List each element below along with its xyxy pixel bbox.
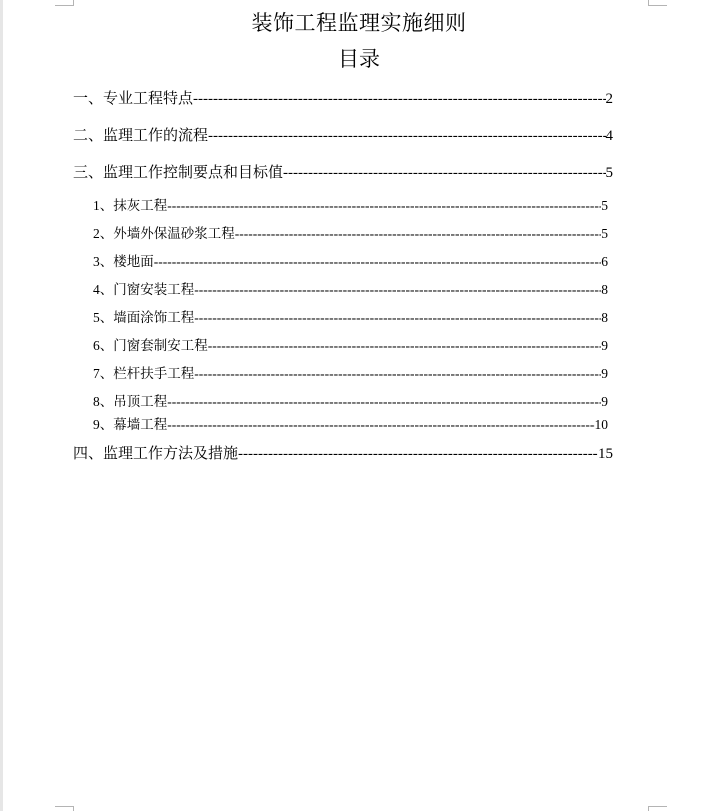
crop-mark-top-right	[648, 0, 667, 6]
toc-entry-page: 9	[601, 338, 608, 353]
toc-entry-subsection-2[interactable]	[93, 224, 608, 244]
toc-entry-label: 门窗安装工程	[113, 282, 195, 297]
toc-entry-subsection-5[interactable]	[93, 308, 608, 328]
toc-entry-page: 5	[605, 165, 613, 181]
toc-entry-label: 栏杆扶手工程	[113, 366, 195, 381]
toc-entry-label: 吊顶工程	[113, 394, 168, 409]
document-title: 装饰工程监理实施细则	[251, 11, 467, 35]
toc-entry-label: 抹灰工程	[113, 198, 168, 213]
toc-entry-label: 监理工作控制要点和目标值	[103, 165, 284, 181]
toc-entry-label: 监理工作方法及措施	[103, 446, 239, 462]
toc-entry-subsection-7[interactable]	[93, 364, 608, 384]
toc-entry-page: 4	[605, 128, 613, 144]
toc-entry-page: 10	[594, 417, 608, 432]
toc-entry-page: 2	[605, 91, 613, 107]
page-edge	[0, 0, 3, 811]
toc-dot-leader	[154, 252, 602, 272]
toc-entry-subsection-1[interactable]	[93, 196, 608, 216]
crop-mark-bottom-left	[55, 806, 74, 811]
toc-entry-label: 门窗套制安工程	[113, 338, 208, 353]
toc-entry-label: 楼地面	[113, 254, 154, 269]
toc-entry-number: 一、	[73, 91, 104, 107]
toc-dot-leader	[238, 443, 598, 465]
toc-entry-page: 6	[601, 254, 608, 269]
toc-dot-leader	[167, 415, 594, 435]
toc-dot-leader	[283, 162, 605, 184]
toc-entry-section-2[interactable]	[73, 125, 613, 147]
toc-dot-leader	[208, 125, 605, 147]
toc-entry-page: 15	[598, 446, 613, 462]
toc-dot-leader	[208, 336, 602, 356]
toc-entry-section-1[interactable]	[73, 88, 613, 110]
toc-entry-section-3[interactable]	[73, 162, 613, 184]
toc-dot-leader	[194, 308, 601, 328]
toc-entry-number: 4、	[93, 282, 114, 297]
toc-entry-page: 8	[601, 310, 608, 325]
toc-entry-number: 9、	[93, 417, 114, 432]
toc-entry-subsection-9[interactable]	[93, 415, 608, 435]
toc-entry-page: 9	[601, 366, 608, 381]
toc-entry-label: 墙面涂饰工程	[113, 310, 195, 325]
toc-heading: 目录	[338, 47, 380, 71]
toc-entry-number: 6、	[93, 338, 114, 353]
toc-entry-label: 外墙外保温砂浆工程	[113, 226, 235, 241]
toc-entry-number: 三、	[73, 165, 104, 181]
toc-entry-label: 监理工作的流程	[103, 128, 209, 144]
toc-dot-leader	[235, 224, 602, 244]
toc-entry-subsection-6[interactable]	[93, 336, 608, 356]
toc-entry-page: 5	[601, 198, 608, 213]
toc-entry-page: 9	[601, 394, 608, 409]
crop-mark-bottom-right	[648, 806, 667, 811]
toc-entry-page: 8	[601, 282, 608, 297]
toc-entry-number: 5、	[93, 310, 114, 325]
toc-dot-leader	[194, 364, 601, 384]
toc-dot-leader	[194, 280, 601, 300]
toc-entry-subsection-3[interactable]	[93, 252, 608, 272]
toc-entry-number: 二、	[73, 128, 104, 144]
toc-entry-number: 8、	[93, 394, 114, 409]
toc-entry-number: 7、	[93, 366, 114, 381]
toc-entry-label: 专业工程特点	[103, 91, 194, 107]
toc-entry-number: 1、	[93, 198, 114, 213]
toc-entry-number: 3、	[93, 254, 114, 269]
toc-entry-number: 四、	[73, 446, 104, 462]
toc-dot-leader	[167, 392, 601, 412]
toc-dot-leader	[193, 88, 605, 110]
toc-dot-leader	[167, 196, 601, 216]
toc-entry-subsection-8[interactable]	[93, 392, 608, 412]
crop-mark-top-left	[55, 0, 74, 6]
toc-entry-page: 5	[601, 226, 608, 241]
toc-entry-label: 幕墙工程	[113, 417, 168, 432]
toc-entry-subsection-4[interactable]	[93, 280, 608, 300]
toc-entry-section-4[interactable]	[73, 443, 613, 465]
toc-entry-number: 2、	[93, 226, 114, 241]
